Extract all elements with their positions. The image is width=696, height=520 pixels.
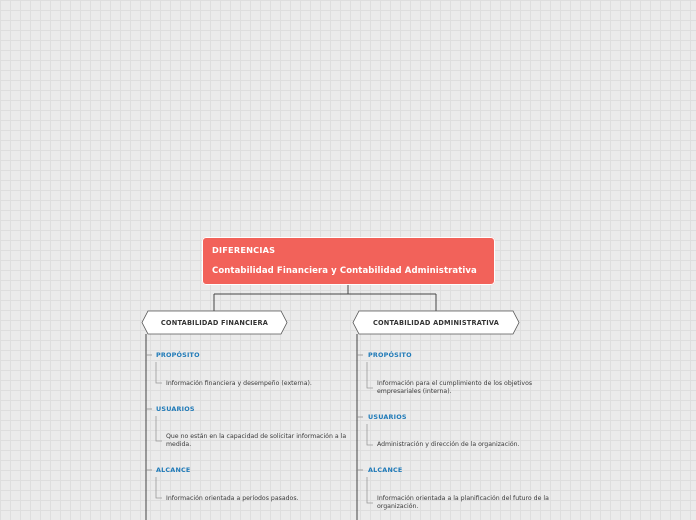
category-usuarios-financiera[interactable]: USUARIOS	[156, 405, 195, 413]
detail-usuarios-financiera[interactable]: Que no están en la capacidad de solicitar información a la medida.	[166, 433, 347, 449]
detail-alcance-administrativa[interactable]: Información orientada a la planificación del futuro de la organización.	[377, 495, 549, 511]
detail-usuarios-administrativa[interactable]: Administración y dirección de la organización.	[377, 441, 520, 448]
branch-node-administrativa[interactable]: CONTABILIDAD ADMINISTRATIVA	[372, 318, 500, 327]
central-topic-title: DIFERENCIAS	[212, 245, 276, 255]
category-proposito-financiera[interactable]: PROPÓSITO	[156, 351, 200, 359]
detail-alcance-financiera[interactable]: Información orientada a períodos pasados.	[166, 495, 299, 502]
category-usuarios-administrativa[interactable]: USUARIOS	[368, 413, 407, 421]
detail-proposito-administrativa[interactable]: Información para el cumplimiento de los objetivos empresariales (interna).	[377, 380, 533, 396]
category-proposito-administrativa[interactable]: PROPÓSITO	[368, 351, 412, 359]
category-alcance-administrativa[interactable]: ALCANCE	[368, 466, 403, 474]
central-topic[interactable]	[202, 237, 495, 285]
branch-node-financiera[interactable]: CONTABILIDAD FINANCIERA	[160, 318, 269, 327]
category-alcance-financiera[interactable]: ALCANCE	[156, 466, 191, 474]
detail-proposito-financiera[interactable]: Información financiera y desempeño (externa).	[166, 380, 312, 387]
central-topic-subtitle: Contabilidad Financiera y Contabilidad Administrativa	[212, 266, 477, 276]
